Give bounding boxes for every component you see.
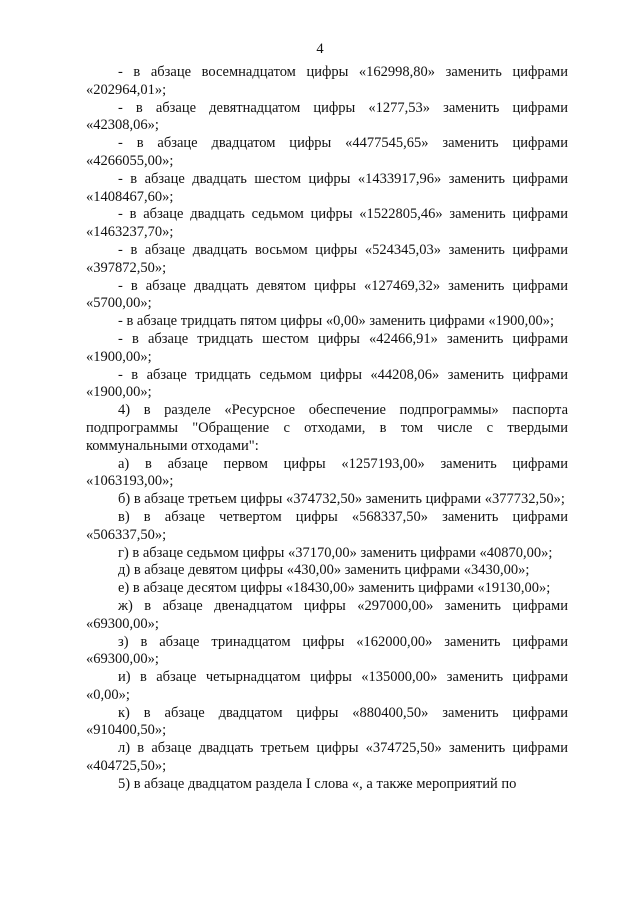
paragraph: - в абзаце тридцать пятом цифры «0,00» заменить цифрами «1900,00»; — [118, 313, 555, 330]
paragraph: 5) в абзаце двадцатом раздела I слова «, а также мероприятий по — [118, 775, 517, 792]
paragraph: е) в абзаце десятом цифры «18430,00» заменить цифрами «19130,00»; — [118, 580, 551, 597]
paragraph: б) в абзаце третьем цифры «374732,50» заменить цифрами «377732,50»; — [118, 491, 565, 508]
paragraph: ж) в абзаце двенадцатом цифры «297000,00» заменить цифрами «69300,00»; — [86, 597, 568, 632]
paragraph: - в абзаце двадцать девятом цифры «127469,32» заменить цифрами «5700,00»; — [86, 277, 568, 312]
paragraph: - в абзаце двадцать восьмом цифры «524345,03» заменить цифрами «397872,50»; — [86, 241, 568, 276]
paragraph: - в абзаце тридцать шестом цифры «42466,91» заменить цифрами «1900,00»; — [86, 330, 568, 365]
paragraph: - в абзаце двадцать шестом цифры «1433917,96» заменить цифрами «1408467,60»; — [86, 170, 568, 205]
paragraph: в) в абзаце четвертом цифры «568337,50» заменить цифрами «506337,50»; — [86, 508, 568, 543]
paragraph: 4) в разделе «Ресурсное обеспечение подпрограммы» паспорта подпрограммы "Обращение с отходами, в том числе с твердыми коммунальными отходами": — [86, 402, 568, 454]
paragraph: и) в абзаце четырнадцатом цифры «135000,00» заменить цифрами «0,00»; — [86, 669, 568, 703]
document-body — [86, 64, 568, 794]
paragraph: - в абзаце восемнадцатом цифры «162998,80» заменить цифрами «202964,01»; — [86, 64, 568, 98]
paragraph: г) в абзаце седьмом цифры «37170,00» заменить цифрами «40870,00»; — [118, 544, 553, 561]
paragraph: к) в абзаце двадцатом цифры «880400,50» заменить цифрами «910400,50»; — [86, 704, 568, 739]
paragraph: - в абзаце девятнадцатом цифры «1277,53» заменить цифрами «42308,06»; — [86, 99, 568, 134]
paragraph: - в абзаце двадцатом цифры «4477545,65» заменить цифрами «4266055,00»; — [86, 135, 568, 169]
paragraph: д) в абзаце девятом цифры «430,00» заменить цифрами «3430,00»; — [118, 562, 530, 579]
paragraph: л) в абзаце двадцать третьем цифры «374725,50» заменить цифрами «404725,50»; — [86, 740, 568, 775]
paragraph: - в абзаце двадцать седьмом цифры «1522805,46» заменить цифрами «1463237,70»; — [86, 206, 568, 241]
paragraph: з) в абзаце тринадцатом цифры «162000,00» заменить цифрами «69300,00»; — [86, 633, 568, 668]
page-number: 4 — [316, 41, 324, 57]
paragraph: а) в абзаце первом цифры «1257193,00» заменить цифрами «1063193,00»; — [86, 455, 568, 490]
paragraph: - в абзаце тридцать седьмом цифры «44208,06» заменить цифрами «1900,00»; — [86, 366, 568, 401]
